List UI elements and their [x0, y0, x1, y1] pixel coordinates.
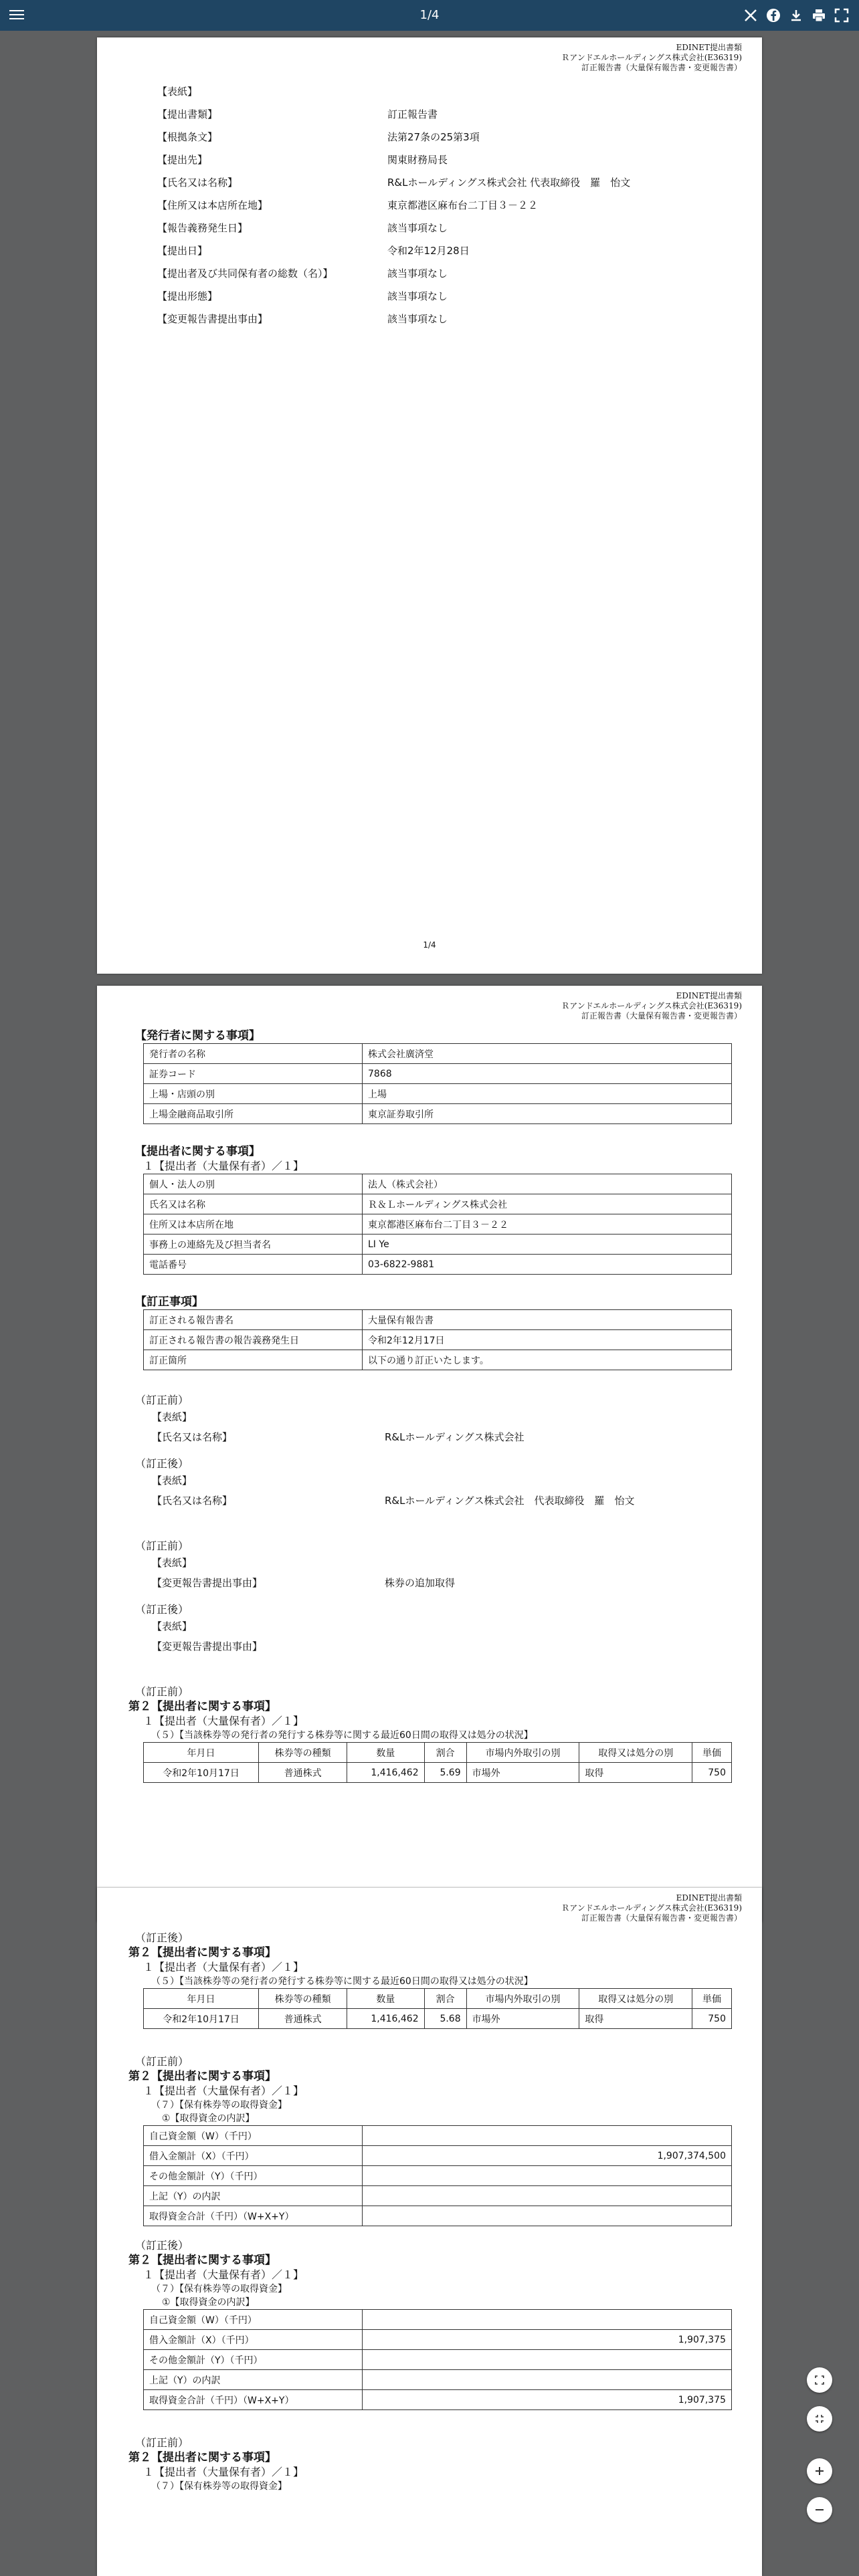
- table-row: [144, 1235, 732, 1255]
- table-row: [144, 2146, 732, 2166]
- section-subtitle: （５）【当該株券等の発行者の発行する株券等に関する最近60日間の取得又は処分の状況】: [151, 1976, 533, 1987]
- section-subtitle: （７）【保有株券等の取得資金】: [151, 2284, 287, 2294]
- cover-label: 【氏名又は名称】: [157, 177, 238, 189]
- table-cell-value: 上場: [363, 1084, 732, 1104]
- viewer-toolbar: [0, 0, 859, 31]
- cover-value: R&Lホールディングス株式会社 代表取締役 羅 怡文: [387, 177, 631, 189]
- table-cell-label: その他金額計（Y）（千円）: [144, 2350, 363, 2370]
- zoom-in-button[interactable]: [807, 2458, 832, 2484]
- table-row: [144, 2206, 732, 2226]
- table-cell-label: 上記（Y）の内訳: [144, 2186, 363, 2206]
- table-header-cell: 年月日: [144, 1989, 259, 2009]
- table-header-cell: 取得又は処分の別: [579, 1743, 692, 1763]
- name-label: 【氏名又は名称】: [152, 1431, 233, 1443]
- table-cell: 取得: [579, 2009, 692, 2029]
- cover-label: 【報告義務発生日】: [157, 222, 248, 234]
- header-line: EDINET提出書類: [676, 991, 742, 1000]
- table-row: [144, 2330, 732, 2350]
- table-cell-label: 事務上の連絡先及び担当者名: [144, 1235, 363, 1255]
- fit-page-button[interactable]: [807, 2367, 832, 2393]
- table-header-cell: 数量: [347, 1743, 424, 1763]
- table-cell-value: 株式会社廣済堂: [363, 1044, 732, 1064]
- correction-after-label: （訂正後）: [135, 1931, 189, 1944]
- table-header-cell: 株券等の種類: [259, 1989, 347, 2009]
- table-header-cell: 取得又は処分の別: [579, 1989, 692, 2009]
- header-line: Ｒアンドエルホールディングス株式会社(E36319): [561, 1903, 742, 1913]
- section-subtitle: １【提出者（大量保有者）／１】: [143, 1715, 304, 1727]
- cover-label: 【表紙】: [157, 86, 198, 98]
- doc-header: [561, 1893, 742, 1923]
- menu-icon[interactable]: [9, 8, 24, 23]
- reason-label: 【変更報告書提出事由】: [152, 1577, 263, 1589]
- table-header-cell: 数量: [347, 1989, 424, 2009]
- doc-header: [561, 43, 742, 73]
- table-cell-value: 03-6822-9881: [363, 1255, 732, 1275]
- table-header-cell: 割合: [424, 1743, 466, 1763]
- header-line: 訂正報告書（大量保有報告書・変更報告書）: [581, 63, 742, 72]
- table-row: [144, 1310, 732, 1330]
- table-cell-label: 訂正される報告書名: [144, 1310, 363, 1330]
- table-cell-label: その他金額計（Y）（千円）: [144, 2166, 363, 2186]
- table-cell-value: 7868: [363, 1064, 732, 1084]
- cover-value: 該当事項なし: [387, 313, 448, 325]
- section-subtitle: １【提出者（大量保有者）／１】: [143, 2268, 304, 2281]
- table-cell-value: 東京証券取引所: [363, 1104, 732, 1124]
- table-cell-value: [363, 2206, 732, 2226]
- cover-label: 【提出者及び共同保有者の総数（名）】: [157, 267, 333, 280]
- table-cell: 1,416,462: [347, 2009, 424, 2029]
- table-cell: 普通株式: [259, 1763, 347, 1783]
- table-row: [144, 2186, 732, 2206]
- table-cell-label: 上記（Y）の内訳: [144, 2370, 363, 2390]
- table-row: [144, 1330, 732, 1350]
- section-title: 第２【提出者に関する事項】: [128, 2254, 276, 2267]
- facebook-icon[interactable]: [765, 7, 781, 23]
- document-page-3: [97, 1888, 762, 2576]
- cover-value: 訂正報告書: [387, 108, 438, 120]
- table-cell-value: 以下の通り訂正いたします。: [363, 1350, 732, 1370]
- table-row: [144, 1104, 732, 1124]
- table-header-cell: 市場内外取引の別: [466, 1989, 579, 2009]
- document-page-2: [97, 986, 762, 1922]
- table-cell-value: [363, 2310, 732, 2330]
- page-body: [128, 1931, 732, 2493]
- table-header-row: [144, 1989, 732, 2009]
- name-value: R&Lホールディングス株式会社 代表取締役 羅 怡文: [385, 1495, 635, 1507]
- cover-value: 該当事項なし: [387, 222, 448, 234]
- header-line: Ｒアンドエルホールディングス株式会社(E36319): [561, 53, 742, 62]
- section-subtitle: （７）【保有株券等の取得資金】: [151, 2100, 287, 2111]
- section-title: 【訂正事項】: [135, 1295, 203, 1309]
- table-cell: 市場外: [466, 2009, 579, 2029]
- table-cell-value: [363, 2350, 732, 2370]
- cover-value: 法第27条の25第3項: [387, 131, 480, 143]
- correction-after-label: （訂正後）: [135, 1457, 189, 1470]
- correction-table: [143, 1309, 732, 1370]
- fit-width-button[interactable]: [807, 2406, 832, 2432]
- table-cell-label: 証券コード: [144, 1064, 363, 1084]
- submitter-table: [143, 1174, 732, 1275]
- section-subtitle: １【提出者（大量保有者）／１】: [143, 1160, 304, 1172]
- cover-label: 【表紙】: [152, 1620, 193, 1632]
- table-header-cell: 株券等の種類: [259, 1743, 347, 1763]
- table-row: [144, 1763, 732, 1783]
- header-line: EDINET提出書類: [676, 43, 742, 52]
- table-cell-value: 1,907,375: [363, 2330, 732, 2350]
- table-cell-label: 個人・法人の別: [144, 1174, 363, 1194]
- cover-label: 【提出書類】: [157, 108, 218, 120]
- table-row: [144, 2390, 732, 2410]
- cover-label: 【住所又は本店所在地】: [157, 199, 268, 211]
- print-icon[interactable]: [811, 7, 827, 23]
- table-cell-value: 大量保有報告書: [363, 1310, 732, 1330]
- cover-label: 【提出形態】: [157, 290, 218, 302]
- cover-value: 関東財務局長: [387, 154, 448, 166]
- correction-before-label: （訂正前）: [135, 1539, 189, 1552]
- table-header-cell: 単価: [692, 1989, 732, 2009]
- table-header-cell: 年月日: [144, 1743, 259, 1763]
- correction-before-label: （訂正前）: [135, 1685, 189, 1698]
- table-cell-value: [363, 2166, 732, 2186]
- table-cell-value: 1,907,374,500: [363, 2146, 732, 2166]
- table-row: [144, 2350, 732, 2370]
- correction-after-label: （訂正後）: [135, 1603, 189, 1616]
- table-header-cell: 単価: [692, 1743, 732, 1763]
- table-cell-label: 借入金額計（X）（千円）: [144, 2146, 363, 2166]
- table-row: [144, 2310, 732, 2330]
- table-cell-value: LI Ye: [363, 1235, 732, 1255]
- section-title: 第２【提出者に関する事項】: [128, 1946, 276, 1959]
- section-title: 【提出者に関する事項】: [135, 1145, 260, 1158]
- table-row: [144, 1084, 732, 1104]
- table-cell-label: 自己資金額（W）（千円）: [144, 2126, 363, 2146]
- table-row: [144, 2126, 732, 2146]
- section-title: 第２【提出者に関する事項】: [128, 2070, 276, 2083]
- table-cell: 5.69: [424, 1763, 466, 1783]
- section-title: 第２【提出者に関する事項】: [128, 1700, 276, 1713]
- cover-value: 令和2年12月28日: [387, 245, 470, 257]
- page-number: 1/4: [423, 940, 436, 950]
- table-cell-label: 氏名又は名称: [144, 1194, 363, 1214]
- section-subtitle: ①【取得資金の内訳】: [162, 2297, 255, 2308]
- correction-after-label: （訂正後）: [135, 2239, 189, 2252]
- section-subtitle: （７）【保有株券等の取得資金】: [151, 2481, 287, 2492]
- section-subtitle: １【提出者（大量保有者）／１】: [143, 1961, 304, 1973]
- section-title: 第２【提出者に関する事項】: [128, 2451, 276, 2464]
- table-cell-value: [363, 2370, 732, 2390]
- trade-table: [143, 1988, 732, 2029]
- section-subtitle: １【提出者（大量保有者）／１】: [143, 2466, 304, 2478]
- table-cell: 令和2年10月17日: [144, 1763, 259, 1783]
- table-cell-value: 1,907,375: [363, 2390, 732, 2410]
- table-cell-label: 自己資金額（W）（千円）: [144, 2310, 363, 2330]
- table-cell-label: 借入金額計（X）（千円）: [144, 2330, 363, 2350]
- table-row: [144, 1044, 732, 1064]
- section-subtitle: （５）【当該株券等の発行者の発行する株券等に関する最近60日間の取得又は処分の状況】: [151, 1730, 533, 1741]
- table-cell: 取得: [579, 1763, 692, 1783]
- table-cell-label: 上場・店頭の別: [144, 1084, 363, 1104]
- table-cell-value: 東京都港区麻布台二丁目３－２２: [363, 1214, 732, 1235]
- table-cell-value: 令和2年12月17日: [363, 1330, 732, 1350]
- page-body: [128, 1029, 732, 1783]
- table-row: [144, 1194, 732, 1214]
- cover-label: 【表紙】: [152, 1411, 193, 1423]
- table-row: [144, 1350, 732, 1370]
- header-line: Ｒアンドエルホールディングス株式会社(E36319): [561, 1001, 742, 1010]
- table-cell: 普通株式: [259, 2009, 347, 2029]
- table-cell-label: 上場金融商品取引所: [144, 1104, 363, 1124]
- table-cell: 750: [692, 2009, 732, 2029]
- issuer-table: [143, 1043, 732, 1124]
- table-cell-label: 取得資金合計（千円）（W+X+Y）: [144, 2206, 363, 2226]
- table-cell-value: Ｒ＆Ｌホールディングス株式会社: [363, 1194, 732, 1214]
- x-share-icon[interactable]: [743, 7, 759, 23]
- name-value: R&Lホールディングス株式会社: [385, 1431, 524, 1443]
- table-row: [144, 1214, 732, 1235]
- header-line: EDINET提出書類: [676, 1893, 742, 1903]
- table-cell-label: 発行者の名称: [144, 1044, 363, 1064]
- funding-table: [143, 2125, 732, 2226]
- cover-value: 該当事項なし: [387, 290, 448, 302]
- section-title: 【発行者に関する事項】: [135, 1029, 260, 1043]
- table-cell: 令和2年10月17日: [144, 2009, 259, 2029]
- header-line: 訂正報告書（大量保有報告書・変更報告書）: [581, 1913, 742, 1923]
- table-cell-label: 住所又は本店所在地: [144, 1214, 363, 1235]
- table-cell-label: 取得資金合計（千円）（W+X+Y）: [144, 2390, 363, 2410]
- table-cell: 市場外: [466, 1763, 579, 1783]
- table-row: [144, 2009, 732, 2029]
- table-row: [144, 1255, 732, 1275]
- table-cell-value: [363, 2186, 732, 2206]
- cover-value: 該当事項なし: [387, 267, 448, 280]
- table-row: [144, 2166, 732, 2186]
- table-row: [144, 1174, 732, 1194]
- section-subtitle: １【提出者（大量保有者）／１】: [143, 2084, 304, 2097]
- correction-before-label: （訂正前）: [135, 2055, 189, 2068]
- table-cell: 5.68: [424, 2009, 466, 2029]
- cover-value: 東京都港区麻布台二丁目３－２２: [387, 199, 539, 211]
- cover-label: 【変更報告書提出事由】: [157, 313, 268, 325]
- table-cell-label: 電話番号: [144, 1255, 363, 1275]
- table-cell-value: 法人（株式会社）: [363, 1174, 732, 1194]
- table-cell-value: [363, 2126, 732, 2146]
- section-subtitle: ①【取得資金の内訳】: [162, 2113, 255, 2124]
- table-row: [144, 2370, 732, 2390]
- table-header-cell: 割合: [424, 1989, 466, 2009]
- cover-label: 【提出日】: [157, 245, 208, 257]
- table-row: [144, 1064, 732, 1084]
- doc-header: [561, 991, 742, 1021]
- cover-label: 【表紙】: [152, 1475, 193, 1487]
- funding-table: [143, 2309, 732, 2410]
- table-cell-label: 訂正される報告書の報告義務発生日: [144, 1330, 363, 1350]
- document-page-1: [97, 37, 762, 974]
- table-cell: 1,416,462: [347, 1763, 424, 1783]
- reason-label: 【変更報告書提出事由】: [152, 1640, 263, 1652]
- download-icon[interactable]: [788, 7, 804, 23]
- zoom-out-button[interactable]: [807, 2497, 832, 2523]
- trade-table: [143, 1742, 732, 1783]
- cover-label: 【表紙】: [152, 1557, 193, 1569]
- table-cell: 750: [692, 1763, 732, 1783]
- table-header-cell: 市場内外取引の別: [466, 1743, 579, 1763]
- table-cell-label: 訂正箇所: [144, 1350, 363, 1370]
- reason-value: 株券の追加取得: [385, 1577, 456, 1589]
- fullscreen-icon[interactable]: [834, 7, 850, 23]
- table-header-row: [144, 1743, 732, 1763]
- correction-before-label: （訂正前）: [135, 1394, 189, 1406]
- page-indicator: 1/4: [419, 8, 440, 22]
- cover-label: 【提出先】: [157, 154, 208, 166]
- name-label: 【氏名又は名称】: [152, 1495, 233, 1507]
- cover-label: 【根拠条文】: [157, 131, 218, 143]
- header-line: 訂正報告書（大量保有報告書・変更報告書）: [581, 1011, 742, 1021]
- correction-before-label: （訂正前）: [135, 2436, 189, 2449]
